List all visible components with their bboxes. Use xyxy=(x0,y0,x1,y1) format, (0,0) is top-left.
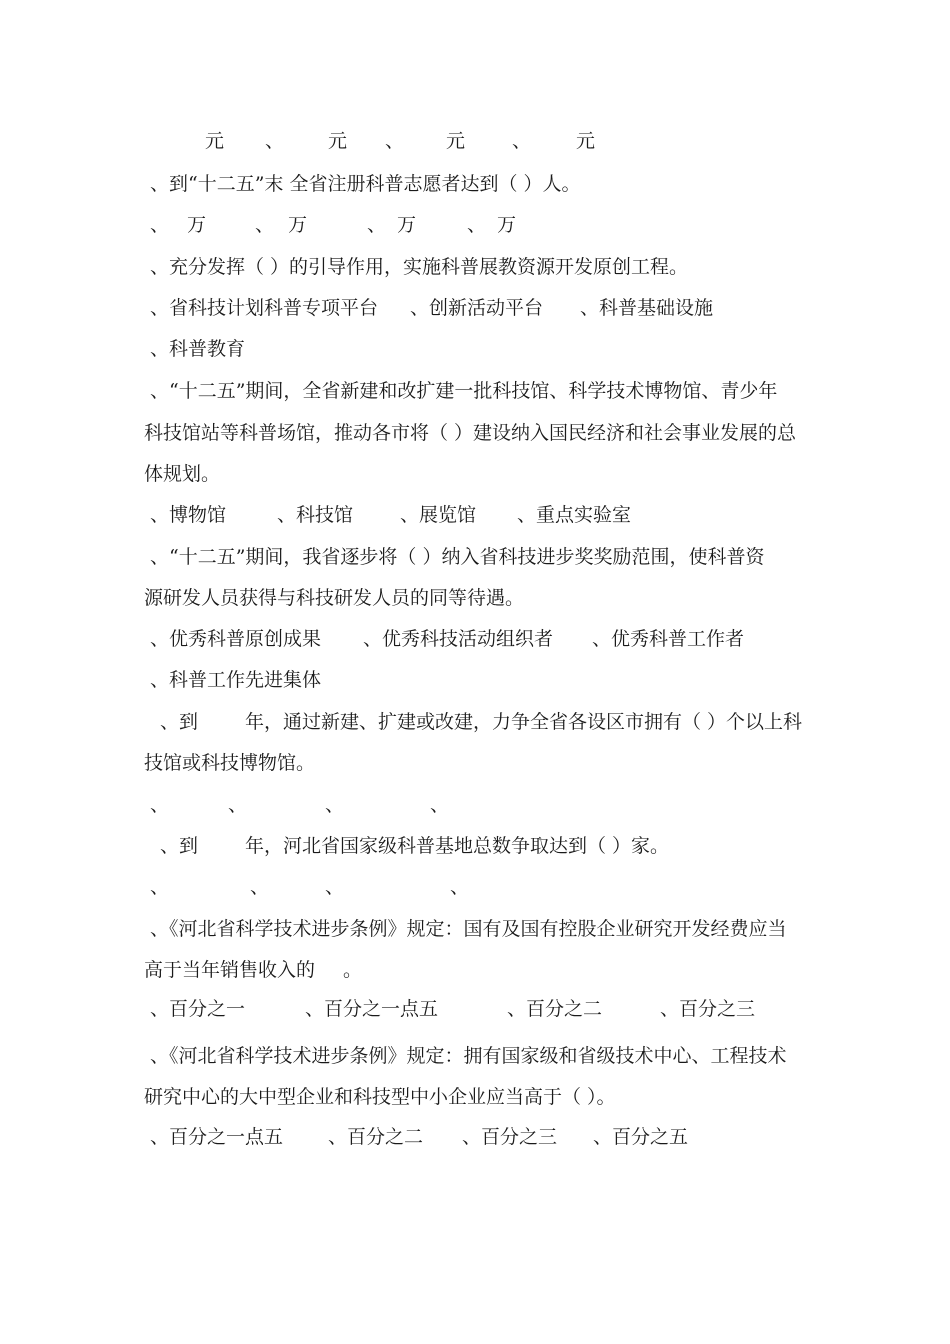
option-b: 、优秀科技活动组织者 xyxy=(363,628,554,650)
stem-text: 年，通过新建、扩建或改建，力争全省各设区市拥有（ ）个以上科 xyxy=(245,711,803,733)
option-b: 、 xyxy=(250,876,270,898)
option-b: 、百分之二 xyxy=(328,1126,424,1148)
option-a: 、百分之一点五 xyxy=(150,1126,284,1148)
option-c: 、优秀科普工作者 xyxy=(592,628,745,650)
option-unit: 万 xyxy=(187,214,207,236)
stem-prefix: 、到 xyxy=(160,711,199,733)
stem-period: 。 xyxy=(343,959,363,981)
question-2-stem: 、充分发挥（ ）的引导作用，实施科普展教资源开发原创工程。 xyxy=(150,256,689,278)
option-b: 、百分之一点五 xyxy=(305,998,439,1020)
stem-line: 体规划。 xyxy=(144,463,221,485)
option-a: 、 xyxy=(150,794,170,816)
stem-line: 、“十二五”期间，全省新建和改扩建一批科技馆、科学技术博物馆、青少年 xyxy=(150,380,778,402)
option-d: 、百分之五 xyxy=(593,1126,689,1148)
option-d: 、 xyxy=(450,876,470,898)
option-c: 、展览馆 xyxy=(400,504,477,526)
stem-line: 、《河北省科学技术进步条例》规定：国有及国有控股企业研究开发经费应当 xyxy=(150,918,787,940)
option-separator: 、 xyxy=(255,214,275,236)
option-a: 、百分之一 xyxy=(150,998,246,1020)
option-unit: 元 xyxy=(446,130,466,152)
option-c: 、百分之二 xyxy=(507,998,603,1020)
option-d: 、科普教育 xyxy=(150,338,246,360)
option-c: 、科普基础设施 xyxy=(580,297,714,319)
option-unit: 元 xyxy=(576,130,596,152)
stem-line: 技馆或科技博物馆。 xyxy=(144,752,316,774)
question-1-stem: 、到“十二五”末 全省注册科普志愿者达到（ ）人。 xyxy=(150,173,581,195)
stem-line: 高于当年销售收入的 xyxy=(144,959,316,981)
option-c: 、 xyxy=(325,876,345,898)
option-d: 、 xyxy=(430,794,450,816)
option-separator: 、 xyxy=(467,214,487,236)
stem-line: 研究中心的大中型企业和科技型中小企业应当高于（ ）。 xyxy=(144,1086,616,1108)
option-separator: 、 xyxy=(367,214,387,236)
option-d: 、百分之三 xyxy=(660,998,756,1020)
option-unit: 万 xyxy=(497,214,517,236)
option-a: 、 xyxy=(150,876,170,898)
option-separator: 、 xyxy=(385,130,405,152)
stem-line: 科技馆站等科普场馆，推动各市将（ ）建设纳入国民经济和社会事业发展的总 xyxy=(144,422,797,444)
option-b: 、科技馆 xyxy=(277,504,354,526)
option-separator: 、 xyxy=(150,214,170,236)
option-b: 、创新活动平台 xyxy=(410,297,544,319)
stem-line: 源研发人员获得与科技研发人员的同等待遇。 xyxy=(144,587,525,609)
stem-line: 、“十二五”期间，我省逐步将（ ）纳入省科技进步奖奖励范围，使科普资 xyxy=(150,546,765,568)
option-c: 、 xyxy=(325,794,345,816)
option-c: 、百分之三 xyxy=(462,1126,558,1148)
option-d: 、重点实验室 xyxy=(517,504,632,526)
option-unit: 元 xyxy=(328,130,348,152)
option-a: 、优秀科普原创成果 xyxy=(150,628,322,650)
option-d: 、科普工作先进集体 xyxy=(150,669,322,691)
option-a: 、省科技计划科普专项平台 xyxy=(150,297,379,319)
option-b: 、 xyxy=(228,794,248,816)
option-separator: 、 xyxy=(265,130,285,152)
option-unit: 万 xyxy=(397,214,417,236)
stem-line: 、《河北省科学技术进步条例》规定：拥有国家级和省级技术中心、工程技术 xyxy=(150,1045,787,1067)
option-unit: 万 xyxy=(288,214,308,236)
option-a: 、博物馆 xyxy=(150,504,227,526)
option-unit: 元 xyxy=(205,130,225,152)
option-separator: 、 xyxy=(512,130,532,152)
stem-text: 年，河北省国家级科普基地总数争取达到（ ）家。 xyxy=(245,835,670,857)
stem-prefix: 、到 xyxy=(160,835,199,857)
